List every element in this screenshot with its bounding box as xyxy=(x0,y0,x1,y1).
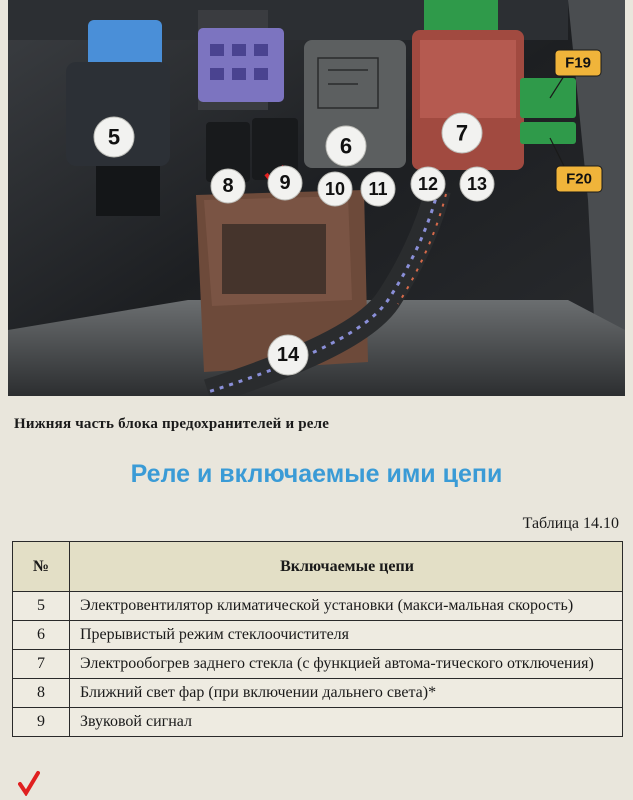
svg-text:5: 5 xyxy=(107,124,121,150)
badge-6 xyxy=(326,126,366,166)
table-row xyxy=(13,679,623,708)
badge-14 xyxy=(268,335,308,375)
checkmark-icon xyxy=(18,770,40,796)
table-row xyxy=(13,621,623,650)
badge-7 xyxy=(442,113,482,153)
row-number: 5 xyxy=(13,592,70,621)
row-circuit: Прерывистый режим стеклоочистителя xyxy=(70,621,623,650)
svg-text:14: 14 xyxy=(276,344,300,366)
row-circuit: Звуковой сигнал xyxy=(70,708,623,737)
svg-text:12: 12 xyxy=(417,174,439,194)
table-row xyxy=(13,708,623,737)
row-number: 8 xyxy=(13,679,70,708)
row-number: 6 xyxy=(13,621,70,650)
row-circuit: Ближний свет фар (при включении дальнего света)* xyxy=(70,679,623,708)
row-number: 7 xyxy=(13,650,70,679)
purple-connector xyxy=(198,28,284,102)
table-row xyxy=(13,592,623,621)
header-circuits: Включаемые цепи xyxy=(70,542,623,592)
svg-text:11: 11 xyxy=(368,179,388,199)
badge-13 xyxy=(460,167,494,201)
svg-text:10: 10 xyxy=(324,179,346,199)
svg-text:13: 13 xyxy=(466,174,488,194)
fuse-box-photo xyxy=(8,0,625,396)
svg-text:7: 7 xyxy=(455,120,469,146)
fuse-box-illustration xyxy=(8,0,625,396)
table-row xyxy=(13,650,623,679)
fuse-label-f19: F19 xyxy=(565,54,591,72)
svg-text:9: 9 xyxy=(279,172,291,194)
table-header-row xyxy=(13,542,623,592)
table-number: Таблица 14.10 xyxy=(522,515,619,532)
row-circuit: Электровентилятор климатической установки (макси-мальная скорость) xyxy=(70,592,623,621)
svg-text:6: 6 xyxy=(339,133,353,159)
badge-12 xyxy=(411,167,445,201)
photo-caption: Нижняя часть блока предохранителей и реле xyxy=(14,416,330,432)
badge-10 xyxy=(318,172,352,206)
relay-circuit-table xyxy=(12,541,623,737)
row-number: 9 xyxy=(13,708,70,737)
badge-9 xyxy=(268,166,302,200)
fuse-f19 xyxy=(520,78,576,118)
row-circuit: Электрообогрев заднего стекла (с функцией автома-тического отключения) xyxy=(70,650,623,679)
fuse-f20 xyxy=(520,122,576,144)
badge-11 xyxy=(361,172,395,206)
svg-text:8: 8 xyxy=(222,175,234,197)
badge-8 xyxy=(211,169,245,203)
badge-5 xyxy=(94,117,134,157)
fuse-label-f20: F20 xyxy=(566,170,592,188)
header-number: № xyxy=(13,542,70,592)
section-heading: Реле и включаемые ими цепи xyxy=(130,460,503,488)
